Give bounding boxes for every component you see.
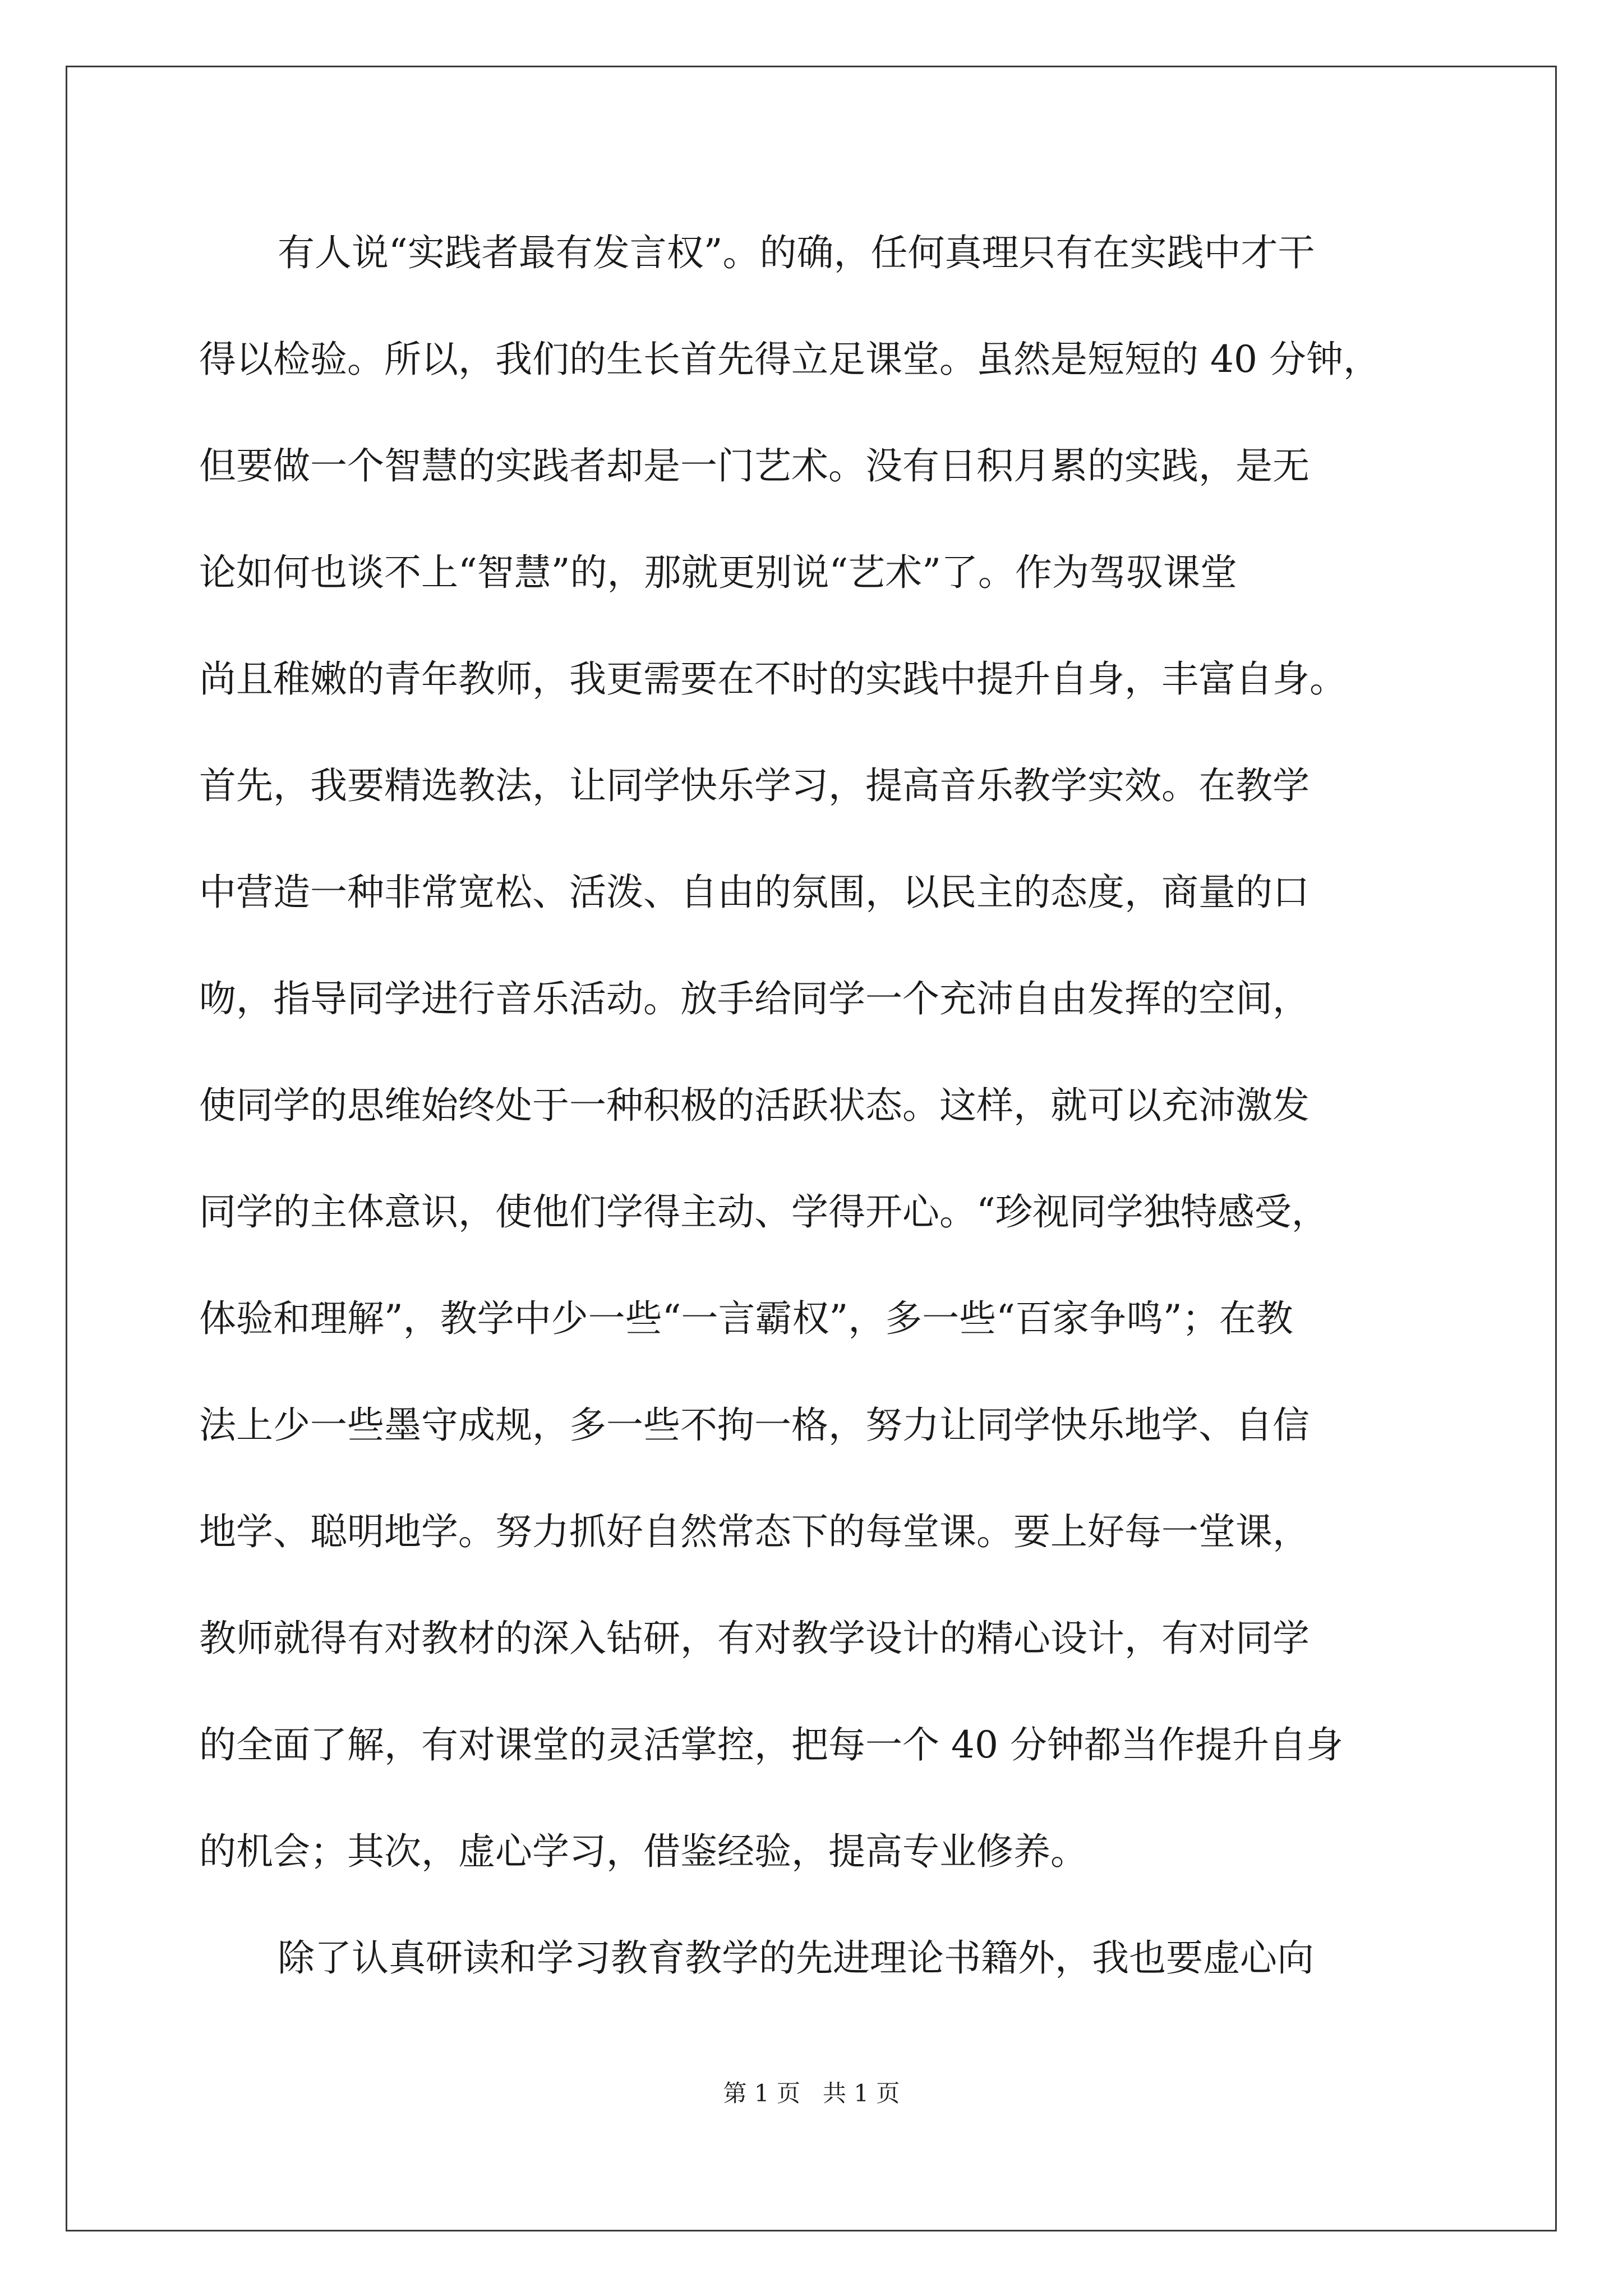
text-line: 尚且稚嫩的青年教师，我更需要在不时的实践中提升自身，丰富自身。 xyxy=(199,657,1347,701)
page-total: 共 1 页 xyxy=(823,2079,900,2107)
page-footer xyxy=(0,2077,1623,2110)
text-line: 同学的主体意识，使他们学得主动、学得开心。“珍视同学独特感受， xyxy=(199,1190,1329,1234)
text-line: 的机会；其次，虚心学习，借鉴经验，提高专业修养。 xyxy=(199,1830,1087,1873)
text-line: 法上少一些墨守成规，多一些不拘一格，努力让同学快乐地学、自信 xyxy=(199,1404,1310,1447)
text-line: 教师就得有对教材的深入钻研，有对教学设计的精心设计，有对同学 xyxy=(199,1617,1310,1660)
text-line: 的全面了解，有对课堂的灵活掌控，把每一个 40 分钟都当作提升自身 xyxy=(199,1723,1343,1766)
text-line: 除了认真研读和学习教育教学的先进理论书籍外，我也要虚心向 xyxy=(278,1936,1314,1980)
text-line: 论如何也谈不上“智慧”的，那就更别说“艺术”了。作为驾驭课堂 xyxy=(199,551,1237,594)
text-line: 得以检验。所以，我们的生长首先得立足课堂。虽然是短短的 40 分钟， xyxy=(199,338,1380,381)
text-line: 体验和理解”，教学中少一些“一言霸权”，多一些“百家争鸣”；在教 xyxy=(199,1297,1293,1340)
text-line: 有人说“实践者最有发言权”。的确，任何真理只有在实践中才干 xyxy=(278,231,1315,274)
text-line: 但要做一个智慧的实践者却是一门艺术。没有日积月累的实践，是无 xyxy=(199,444,1310,487)
text-line: 中营造一种非常宽松、活泼、自由的氛围，以民主的态度，商量的口 xyxy=(199,871,1310,914)
text-line: 地学、聪明地学。努力抓好自然常态下的每堂课。要上好每一堂课， xyxy=(199,1510,1310,1553)
page-number: 第 1 页 xyxy=(723,2079,800,2107)
text-line: 使同学的思维始终处于一种积极的活跃状态。这样，就可以充沛激发 xyxy=(199,1084,1310,1127)
text-line: 吻，指导同学进行音乐活动。放手给同学一个充沛自由发挥的空间， xyxy=(199,977,1310,1020)
body-text xyxy=(199,200,1483,2012)
text-line: 首先，我要精选教法，让同学快乐学习，提高音乐教学实效。在教学 xyxy=(199,764,1310,807)
